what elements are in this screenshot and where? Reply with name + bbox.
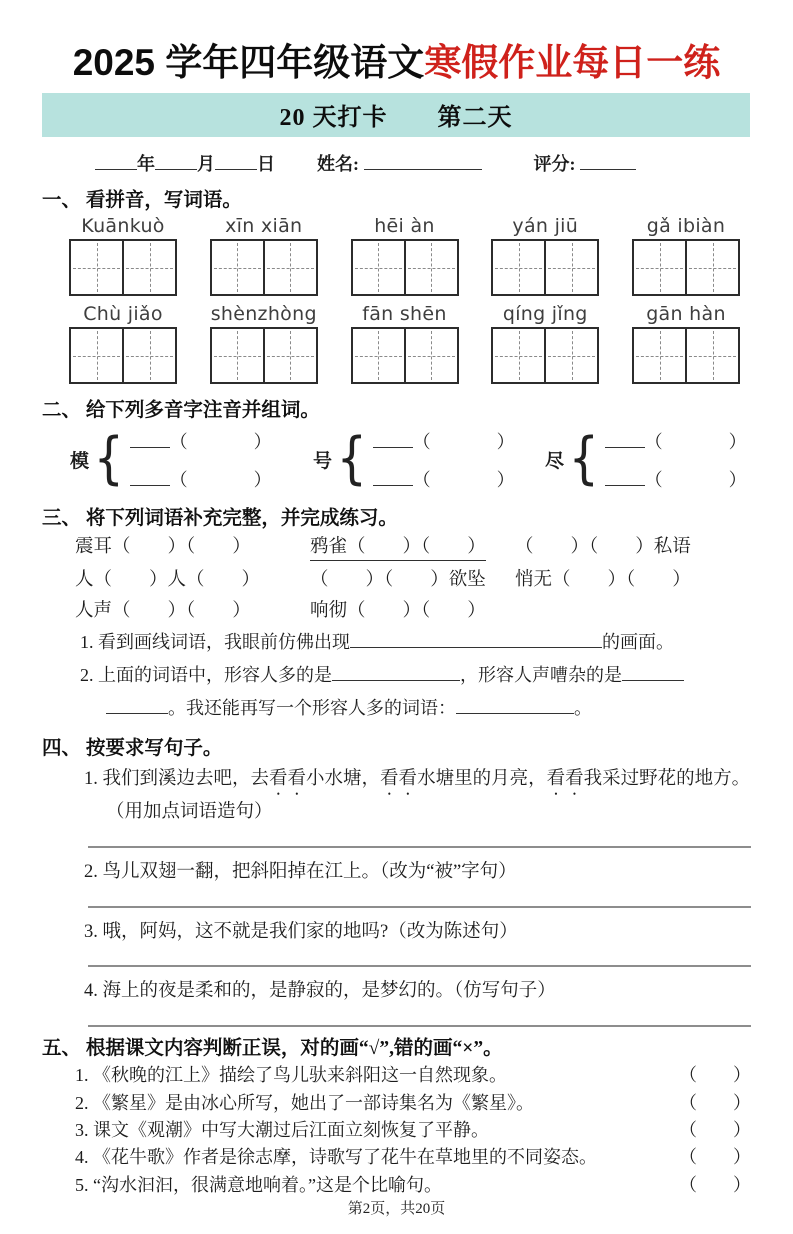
- section-3-question-2-line-2: [106, 695, 753, 722]
- question-text: 海上的夜是柔和的，是静寂的，是梦幻的。（仿写句子）: [102, 981, 556, 1002]
- brace-glyph: {: [336, 426, 367, 491]
- writing-box-cell: [263, 329, 316, 382]
- writing-box-cell: [122, 241, 175, 294]
- page-footer: 第2页，共20页: [347, 1201, 446, 1218]
- answer-blank: [106, 697, 168, 714]
- judgment-text: 4. 《花牛歌》作者是徐志摩，诗歌写了花牛在草地里的不同姿态。: [75, 1147, 597, 1168]
- question-text: 水塘里的月亮，: [417, 769, 547, 790]
- writing-box-cell: [263, 241, 316, 294]
- paren-close: ）: [728, 470, 747, 490]
- word-item: 人（ ）人（ ）: [75, 570, 261, 591]
- date-line: [40, 150, 753, 176]
- paren-open: （: [169, 470, 188, 490]
- section-3-question-1: [80, 629, 753, 656]
- judgment-text: 5. “沟水汩汩，很满意地响着。”这是个比喻句。: [75, 1174, 442, 1195]
- question-text: 鸟儿双翅一翻，把斜阳掉在江上。（改为“被”字句）: [102, 861, 517, 882]
- day-label: 日: [257, 154, 275, 174]
- question-text: 1. 看到画线词语，我眼前仿佛出现: [80, 632, 350, 653]
- writing-box-cell: [544, 241, 597, 294]
- paren-close: ）: [496, 470, 515, 490]
- answer-line: [88, 1025, 751, 1027]
- polyphone-answer-row: [130, 466, 272, 492]
- pinyin-word: Kuānkuò: [81, 215, 165, 237]
- paren-close: ）: [253, 432, 272, 452]
- section-2-heading: 二、 给下列多音字注音并组词。: [42, 400, 320, 421]
- polyphone-char: 尽: [545, 450, 565, 472]
- writing-box: [69, 327, 177, 384]
- brace-glyph: {: [93, 426, 124, 491]
- writing-box: [210, 239, 318, 296]
- writing-box-cell: [353, 329, 404, 382]
- pinyin-blank: [373, 469, 413, 486]
- sentence-question-4: [84, 978, 753, 1006]
- answer-line: [88, 965, 751, 967]
- question-number: 3.: [84, 921, 98, 942]
- judgment-bracket: （ ）: [679, 1119, 751, 1140]
- brace-glyph: {: [568, 426, 599, 491]
- word-item: 人声（ ）（ ）: [75, 601, 251, 622]
- pinyin-word: hēi àn: [374, 215, 435, 237]
- writing-box-cell: [353, 241, 404, 294]
- name-label: 姓名:: [317, 154, 359, 174]
- writing-box-cell: [685, 241, 738, 294]
- writing-box-cell: [493, 329, 544, 382]
- question-text: 哦，阿妈，这不就是我们家的地吗?（改为陈述句）: [102, 921, 518, 942]
- pinyin-blank: [605, 431, 645, 448]
- pinyin-group: [629, 215, 743, 296]
- answer-blank: [350, 631, 602, 648]
- paren-open: （: [412, 470, 431, 490]
- year-blank: [95, 153, 137, 170]
- day-blank: [215, 153, 257, 170]
- question-number: 4.: [84, 981, 98, 1002]
- word-item: （ ）（ ）私语: [515, 537, 691, 557]
- pinyin-word: shènzhòng: [210, 303, 317, 325]
- score-label: 评分:: [533, 154, 576, 174]
- polyphone-answer-row: [373, 428, 515, 454]
- question-text: 。: [574, 698, 592, 719]
- emphasized-word: 看看: [380, 769, 418, 790]
- writing-box-cell: [404, 241, 457, 294]
- judgment-item: [75, 1092, 753, 1115]
- pinyin-blank: [373, 431, 413, 448]
- sentence-question-1: [84, 766, 753, 827]
- pinyin-group: [66, 215, 180, 296]
- judgment-item: [75, 1174, 753, 1197]
- word-item: 震耳（ ）（ ）: [75, 537, 251, 557]
- polyphone-row: [40, 426, 753, 492]
- polyphone-answer-row: [605, 466, 747, 492]
- pinyin-word: yán jiū: [512, 215, 579, 237]
- polyphone-answer-row: [130, 428, 272, 454]
- emphasized-word: 看看: [546, 769, 584, 790]
- section-1-heading: 一、 看拼音，写词语。: [42, 190, 242, 211]
- section-4-heading: 四、 按要求写句子。: [42, 738, 223, 760]
- name-blank: [364, 153, 482, 170]
- judgment-text: 3. 课文《观潮》中写大潮过后江面立刻恢复了平静。: [75, 1119, 489, 1140]
- judgment-bracket: （ ）: [679, 1174, 751, 1195]
- writing-box: [210, 327, 318, 384]
- paren-open: （: [644, 470, 663, 490]
- question-text: 的画面。: [602, 632, 674, 653]
- sentence-question-3: [84, 919, 753, 947]
- writing-box-cell: [122, 329, 175, 382]
- question-text: 我采过野花的地方。（用加点词语造句）: [106, 769, 751, 823]
- writing-box-cell: [212, 241, 263, 294]
- word-item: （ ）（ ）欲坠: [310, 570, 486, 591]
- page-title: [40, 32, 753, 86]
- paren-close: ）: [253, 470, 272, 490]
- question-number: 1.: [84, 769, 98, 790]
- polyphone-answer-row: [605, 428, 747, 454]
- section-3-question-2: [80, 662, 753, 689]
- pinyin-group: [66, 303, 180, 384]
- pinyin-word: xīn xiān: [225, 215, 303, 237]
- writing-box-cell: [71, 329, 122, 382]
- pinyin-word: fān shēn: [362, 303, 447, 325]
- answer-line: [88, 906, 751, 908]
- pinyin-group: [207, 215, 321, 296]
- month-label: 月: [197, 154, 215, 174]
- polyphone-char: 号: [313, 450, 333, 472]
- pinyin-word: gān hàn: [646, 303, 726, 325]
- pinyin-word: gǎ ibiàn: [646, 215, 726, 237]
- word-completion-grid: [75, 535, 753, 623]
- polyphone-char: 模: [70, 450, 90, 472]
- day-banner: 20 天打卡 第二天: [42, 93, 750, 137]
- question-text: 小水塘，: [306, 769, 381, 790]
- section-3-heading: 三、 将下列词语补充完整，并完成练习。: [42, 508, 398, 529]
- score-blank: [580, 153, 636, 170]
- writing-box: [351, 327, 459, 384]
- writing-box: [69, 239, 177, 296]
- question-number: 2.: [84, 861, 98, 882]
- judgment-item: [75, 1146, 753, 1169]
- paren-close: ）: [496, 432, 515, 452]
- judgment-text: 2. 《繁星》是由冰心所写，她出了一部诗集名为《繁星》。: [75, 1092, 534, 1113]
- paren-open: （: [644, 432, 663, 452]
- pinyin-group: [629, 303, 743, 384]
- paren-close: ）: [728, 432, 747, 452]
- word-item: 响彻（ ）（ ）: [310, 601, 486, 622]
- word-item-underlined: 鸦雀（ ）（ ）: [310, 535, 486, 561]
- polyphone-group: [70, 426, 313, 492]
- section-5-heading: 五、 根据课文内容判断正误，对的画“√”,错的画“×”。: [42, 1038, 503, 1060]
- pinyin-word: qíng jǐng: [502, 303, 588, 325]
- pinyin-group: [207, 303, 321, 384]
- judgment-bracket: （ ）: [679, 1092, 751, 1113]
- sentence-question-2: [84, 859, 753, 887]
- pinyin-group: [488, 215, 602, 296]
- writing-box: [632, 327, 740, 384]
- pinyin-group: [488, 303, 602, 384]
- pinyin-row-1: [40, 215, 753, 296]
- paren-open: （: [412, 432, 431, 452]
- title-black-part: 2025 学年四年级语文: [72, 42, 425, 83]
- question-text: 。我还能再写一个形容人多的词语：: [168, 698, 456, 719]
- writing-box-cell: [634, 329, 685, 382]
- writing-box: [351, 239, 459, 296]
- pinyin-blank: [130, 469, 170, 486]
- writing-box: [491, 239, 599, 296]
- judgment-bracket: （ ）: [679, 1065, 751, 1086]
- answer-blank: [332, 664, 460, 681]
- emphasized-word: 看看: [269, 769, 307, 790]
- pinyin-group: [348, 215, 462, 296]
- writing-box-cell: [544, 329, 597, 382]
- month-blank: [155, 153, 197, 170]
- writing-box-cell: [685, 329, 738, 382]
- word-item: [310, 535, 515, 561]
- paren-open: （: [169, 432, 188, 452]
- word-item: 悄无（ ）（ ）: [515, 570, 691, 591]
- pinyin-blank: [130, 431, 170, 448]
- writing-box-cell: [212, 329, 263, 382]
- judgment-bracket: （ ）: [679, 1147, 751, 1168]
- writing-box: [491, 327, 599, 384]
- writing-box: [632, 239, 740, 296]
- question-text: 我们到溪边去吧，去: [102, 769, 270, 790]
- title-red-part: 寒假作业每日一练: [424, 42, 721, 83]
- judgment-item: [75, 1119, 753, 1142]
- pinyin-row-2: [40, 303, 753, 384]
- question-text: ，形容人声嘈杂的是: [460, 665, 622, 686]
- pinyin-word: Chù jiǎo: [83, 303, 163, 325]
- pinyin-group: [348, 303, 462, 384]
- answer-line: [88, 846, 751, 848]
- polyphone-group: [313, 426, 545, 492]
- writing-box-cell: [493, 241, 544, 294]
- polyphone-group: [545, 426, 747, 492]
- polyphone-answer-row: [373, 466, 515, 492]
- judgment-text: 1. 《秋晚的江上》描绘了鸟儿驮来斜阳这一自然现象。: [75, 1065, 507, 1086]
- question-text: 2. 上面的词语中，形容人多的是: [80, 665, 332, 686]
- writing-box-cell: [404, 329, 457, 382]
- answer-blank: [622, 664, 684, 681]
- judgment-item: [75, 1064, 753, 1087]
- answer-blank: [456, 697, 574, 714]
- writing-box-cell: [71, 241, 122, 294]
- year-label: 年: [137, 154, 155, 174]
- writing-box-cell: [634, 241, 685, 294]
- pinyin-blank: [605, 469, 645, 486]
